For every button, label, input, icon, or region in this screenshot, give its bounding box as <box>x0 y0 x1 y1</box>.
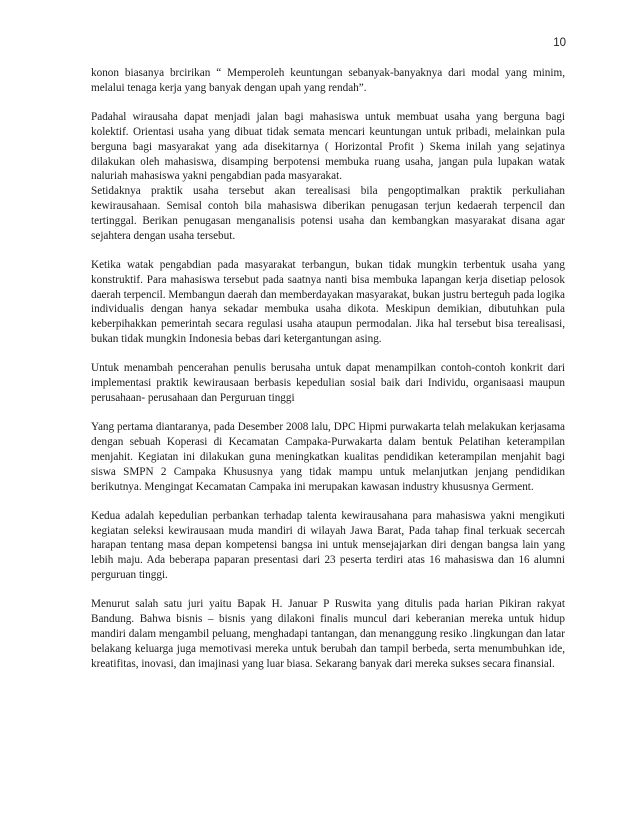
body-text <box>91 66 565 686</box>
paragraph-8: Menurut salah satu juri yaitu Bapak H. Januar P Ruswita yang ditulis pada harian Pikiran rakyat Bandung. Bahwa bisnis – bisnis yang dilakoni finalis muncul dari keberanian mereka untuk hidup mandiri dalam mengambil peluang, menghadapi tantangan, dan menanggung resiko .lingkungan dan latar belakang keluarga juga memotivasi mereka untuk berubah dan tampil berbeda, serta menumbuhkan ide, kreatifitas, inovasi, dan imajinasi yang luar biasa. Sekarang banyak dari mereka sukses secara finansial. <box>91 598 565 670</box>
paragraph-5: Untuk menambah pencerahan penulis berusaha untuk dapat menampilkan contoh-contoh konkrit dari implementasi praktik kewirausaan berbasis kepedulian sosial baik dari Individu, organisaasi maupun perusahaan- perusahaan dan Perguruan tinggi <box>91 362 565 404</box>
paragraph-7: Kedua adalah kepedulian perbankan terhadap talenta kewirausahana para mahasiswa yakni mengikuti kegiatan seleksi kewirausaan muda mandiri di wilayah Jawa Barat, Pada tahap final terkuak secercah harapan tentang masa depan kompetensi bangsa ini untuk mensejajarkan diri dengan bangsa lain yang lebih maju. Ada beberapa paparan presentasi dari 23 peserta terdiri atas 16 mahasiswa dan 16 alumni perguruan tinggi. <box>91 509 565 582</box>
paragraph-4: Ketika watak pengabdian pada masyarakat terbangun, bukan tidak mungkin terbentuk usaha yang konstruktif. Para mahasiswa tersebut pada saatnya nanti bisa membuka lapangan kerja disetiap pelosok daerah terpencil. Membangun daerah dan memberdayakan masyarakat, bukan justru berteguh pada logika individualis dengan hanya sekadar membuka usaha dikota. Meskipun demikian, dibutuhkan pula keberpihakkan pemerintah secara regulasi usaha ataupun permodalan. Jika hal tersebut bisa terealisasi, bukan tidak mungkin Indonesia bebas dari ketergantungan asing. <box>91 258 565 345</box>
paragraph-1: konon biasanya brcirikan “ Memperoleh keuntungan sebanyak-banyaknya dari modal yang minim, melalui tenaga kerja yang banyak dengan upah yang rendah”. <box>91 67 565 94</box>
page-number: 10 <box>553 37 566 49</box>
paragraph-6: Yang pertama diantaranya, pada Desember 2008 lalu, DPC Hipmi purwakarta telah melakukan kerjasama dengan sebuah Koperasi di Kecamatan Campaka-Purwakarta dalam bentuk Pelatihan keterampilan menjahit. Kegiatan ini dilakukan guna meningkatkan kualitas pendidikan keterampilan menjahit bagi siswa SMPN 2 Campaka Khususnya yang tidak mampu untuk melanjutkan jenjang pendidikan berikutnya. Mengingat Kecamatan Campaka ini merupakan kawasan industry khususnya Germent. <box>91 421 565 493</box>
paragraph-3: Setidaknya praktik usaha tersebut akan terealisasi bila pengoptimalkan praktik perkuliahan kewirausahaan. Semisal contoh bila mahasiswa diberikan penugasan terjun kedaerah terpencil dan tertinggal. Berikan penugasan menganalisis potensi usaha dan kembangkan masyarakat disana agar sejahtera dengan usaha tersebut. <box>91 185 565 242</box>
paragraph-2: Padahal wirausaha dapat menjadi jalan bagi mahasiswa untuk membuat usaha yang berguna bagi kolektif. Orientasi usaha yang dibuat tidak semata mencari keuntungan untuk pribadi, melainkan pula berguna bagi masyarakat yang ada disekitarnya ( Horizontal Profit ) Skema inilah yang sejatinya dilakukan oleh mahasiswa, disamping berpotensi membuka ruang usaha, jangan pula lupakan watak naluriah mahasiswa yakni pengabdian pada masyarakat. <box>91 111 565 183</box>
